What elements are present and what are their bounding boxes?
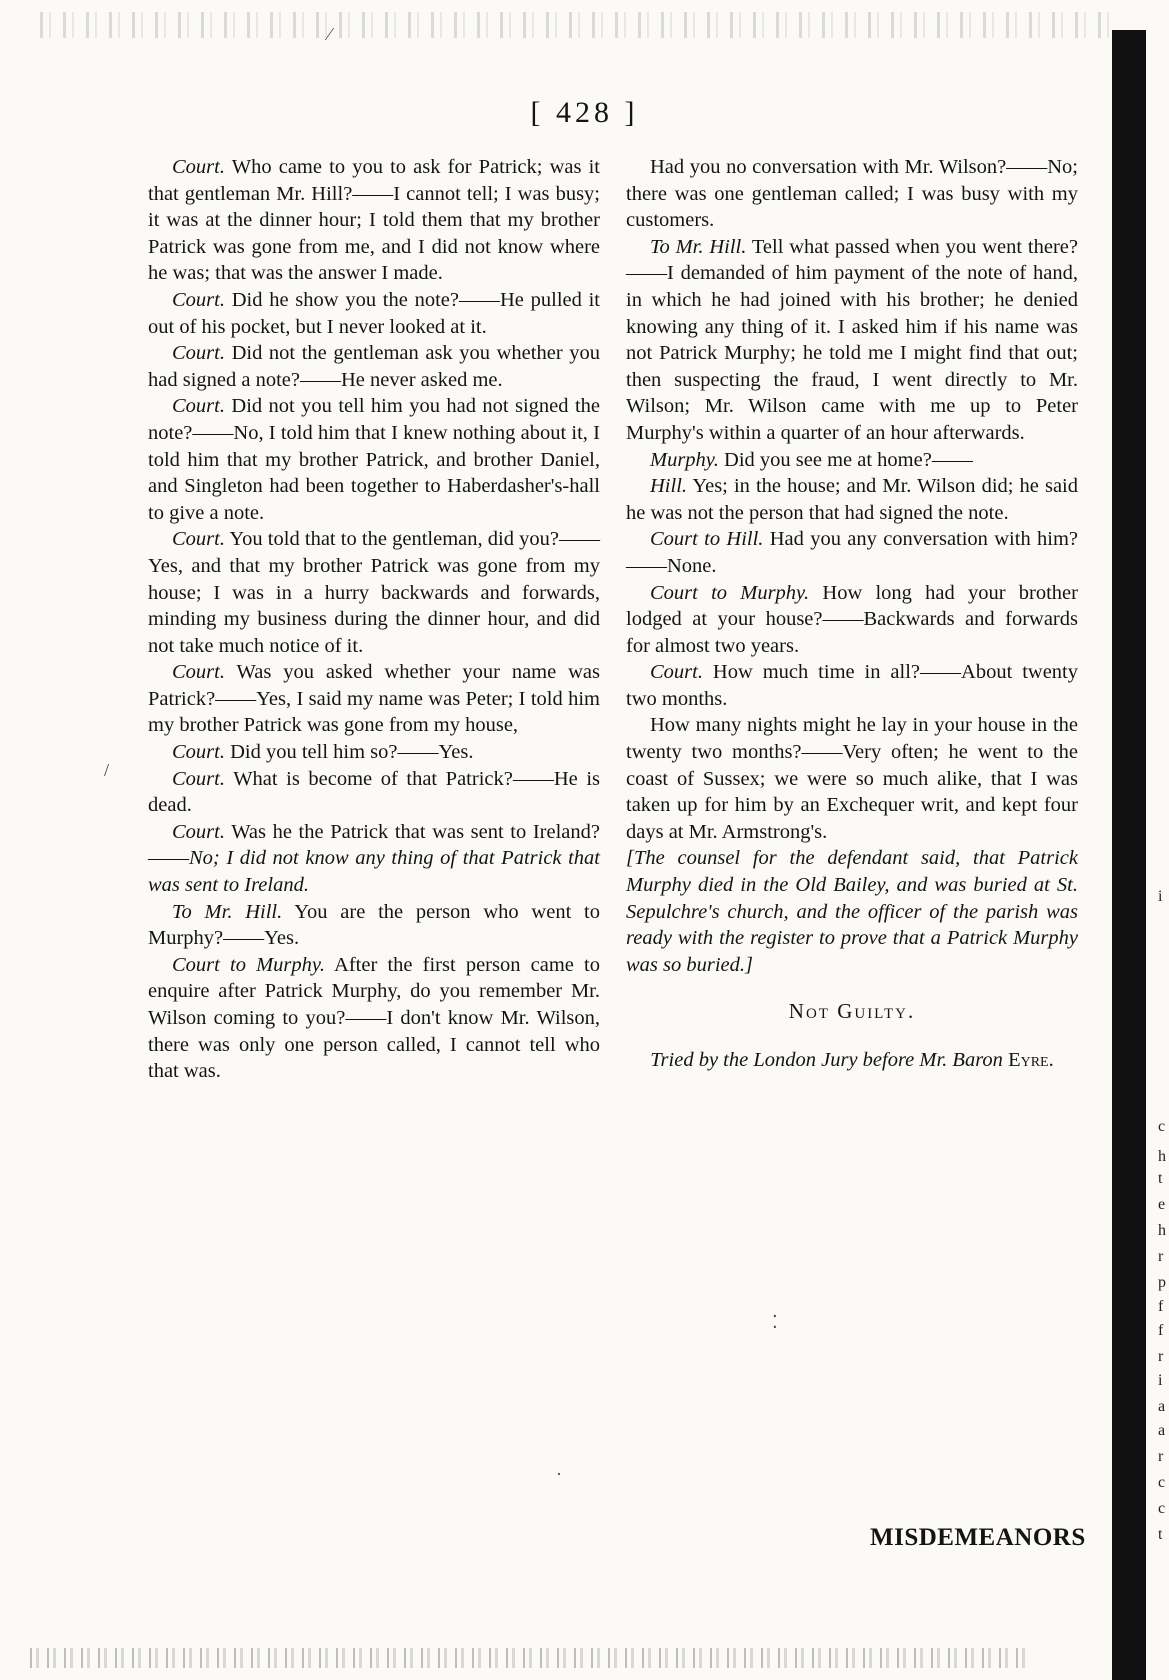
testimony-text: Did you tell him so?——Yes.: [224, 741, 474, 764]
edge-letter: a: [1158, 1422, 1166, 1439]
testimony-text: After the first person came to enquire after Patrick Murphy, do you remember Mr. Wilson coming to you?——I don't know Mr. Wilson, there was only one person called, I cannot tell who that was.: [148, 953, 600, 1083]
testimony-text: Did you see me at home?——: [718, 448, 973, 471]
testimony-paragraph: [148, 899, 600, 952]
edge-letter: r: [1158, 1448, 1164, 1465]
testimony-paragraph: [626, 473, 1078, 526]
testimony-paragraph: [148, 659, 600, 739]
left-column: [148, 154, 600, 1085]
testimony-paragraph: [148, 287, 600, 340]
speaker-label: Court.: [172, 820, 225, 843]
page-number: [ 428 ]: [530, 96, 639, 129]
speaker-label: Hill.: [650, 475, 688, 498]
testimony-paragraph: [148, 739, 600, 766]
edge-letter: f: [1158, 1298, 1164, 1315]
testimony-paragraph: [626, 580, 1078, 660]
edge-letter: a: [1158, 1398, 1166, 1415]
testimony-text: How much time in all?——About twenty two months.: [626, 661, 1078, 710]
testimony-text: How long had your brother lodged at your house?——Backwards and forwards for almost two years.: [626, 581, 1078, 657]
testimony-paragraph: [626, 659, 1078, 712]
bracket-note: [The counsel for the defendant said, that Patrick Murphy died in the Old Bailey, and was buried at St. Sepulchre's church, and the officer of the parish was ready with the register to prove that a Patrick Murphy was so buried.]: [626, 847, 1078, 976]
scan-noise-top: [40, 12, 1110, 38]
testimony-text: What is become of that Patrick?——He is dead.: [148, 767, 600, 817]
testimony-paragraph: [626, 526, 1078, 579]
judge-name: Eyre.: [1008, 1049, 1054, 1071]
speaker-label: Court.: [172, 767, 225, 790]
testimony-paragraph: [148, 154, 600, 287]
speaker-label: Court.: [172, 661, 225, 684]
testimony-paragraph: [626, 447, 1078, 474]
right-column: [626, 154, 1078, 1074]
testimony-text: Had you any conversation with him?——None.: [626, 528, 1078, 577]
speaker-label: Court to Murphy.: [172, 953, 326, 976]
testimony-paragraph: [148, 526, 600, 659]
right-column-body: [626, 154, 1078, 845]
speaker-label: Murphy.: [650, 448, 719, 471]
speaker-label: Court.: [172, 156, 225, 178]
edge-letter: e: [1158, 1196, 1166, 1213]
speaker-label: Court to Murphy.: [650, 581, 810, 604]
speaker-label: Court to Hill.: [650, 528, 764, 551]
testimony-paragraph: [148, 819, 600, 899]
edge-letter: r: [1158, 1248, 1164, 1265]
testimony-paragraph: [148, 340, 600, 393]
speaker-label: Court.: [172, 528, 225, 551]
edge-letter: p: [1158, 1274, 1166, 1291]
edge-letter: c: [1158, 1118, 1166, 1135]
speaker-label: Court.: [172, 342, 225, 365]
speaker-label: Court.: [172, 395, 225, 418]
edge-letter: c: [1158, 1500, 1166, 1517]
testimony-paragraph: [148, 952, 600, 1085]
scan-edge-shadow: [1112, 30, 1146, 1680]
edge-letter: c: [1158, 1474, 1166, 1491]
scan-speck: ·: [556, 1464, 562, 1484]
speaker-label: To Mr. Hill.: [172, 900, 283, 923]
edge-letter: h: [1158, 1148, 1166, 1165]
edge-letter: h: [1158, 1222, 1166, 1239]
testimony-text: Did not the gentleman ask you whether you had signed a note?——He never asked me.: [148, 342, 600, 391]
testimony-paragraph: [626, 154, 1078, 234]
edge-letter: i: [1158, 888, 1163, 905]
testimony-text: Had you no conversation with Mr. Wilson?——No; there was one gentleman called; I was busy with my customers.: [626, 156, 1078, 232]
scan-noise-bottom: [30, 1648, 1030, 1668]
catchword: MISDEMEANORS: [870, 1524, 1086, 1551]
testimony-text: You told that to the gentleman, did you?——Yes, and that my brother Patrick was gone from my house; I was in a hurry backwards and forwards, minding my business during the dinner hour, and did not take much notice of it.: [148, 528, 600, 657]
testimony-paragraph: [148, 393, 600, 526]
speaker-label: To Mr. Hill.: [650, 235, 747, 258]
edge-letter: t: [1158, 1170, 1163, 1187]
scan-speck: /: [104, 760, 110, 780]
testimony-text: Was you asked whether your name was Patrick?——Yes, I said my name was Peter; I told him my brother Patrick was gone from my house,: [148, 661, 600, 737]
testimony-italic-text: No; I did not know any thing of that Patrick that was sent to Ireland.: [148, 847, 600, 897]
testimony-text: Who came to you to ask for Patrick; was it that gentleman Mr. Hill?——I cannot tell; I was busy; it was at the dinner hour; I told them that my brother Patrick was gone from me, and I did not know where he was; that was the answer I made.: [148, 156, 600, 285]
edge-letter: i: [1158, 1372, 1163, 1389]
tried-by-text: Tried by the London Jury before Mr. Baron: [650, 1049, 1003, 1071]
testimony-text: Yes; in the house; and Mr. Wilson did; he said he was not the person that had signed the note.: [626, 475, 1078, 524]
speaker-label: Court.: [650, 661, 703, 684]
verdict: Not Guilty.: [788, 999, 916, 1024]
scan-speck: ⁄: [328, 24, 332, 44]
speaker-label: Court.: [172, 741, 225, 764]
testimony-text: How many nights might he lay in your house in the twenty two months?——Very often; he went to the coast of Sussex; we were so much alike, that I was taken up for him by an Exchequer writ, and kept four days at Mr. Armstrong's.: [626, 714, 1078, 843]
scan-speck: ⁚: [772, 1312, 778, 1332]
testimony-paragraph: [626, 712, 1078, 845]
edge-letter: t: [1158, 1526, 1163, 1543]
tried-by: [626, 1047, 1078, 1074]
testimony-text: Did he show you the note?——He pulled it out of his pocket, but I never looked at it.: [148, 288, 600, 338]
edge-letter: f: [1158, 1322, 1164, 1339]
speaker-label: Court.: [172, 288, 225, 311]
testimony-paragraph: [148, 766, 600, 819]
testimony-text: Was he the Patrick that was sent to Ireland?——: [148, 820, 600, 870]
testimony-text: Did not you tell him you had not signed the note?——No, I told him that I knew nothing about it, I told him that my brother Patrick, and brother Daniel, and Singleton had been together to Haberdasher's-hall to give a note.: [148, 395, 600, 524]
testimony-text: Tell what passed when you went there?——I demanded of him payment of the note of hand, in which he had joined with his brother; he denied knowing any thing of it. I asked him if his name was not Patrick Murphy; he told me I might find that out; then suspecting the fraud, I went directly to Mr. Wilson; Mr. Wilson came with me up to Peter Murphy's within a quarter of an hour afterwards.: [626, 235, 1078, 444]
edge-letter: r: [1158, 1348, 1164, 1365]
testimony-paragraph: [626, 234, 1078, 447]
testimony-text: You are the person who went to Murphy?——Yes.: [148, 900, 600, 950]
